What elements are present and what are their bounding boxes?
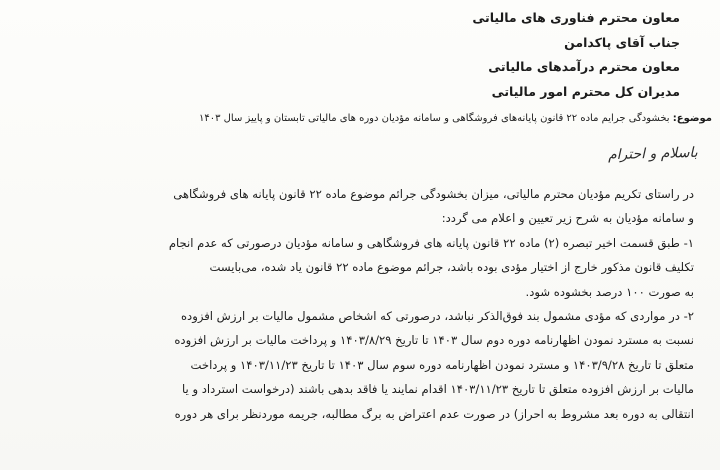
letter-body — [24, 182, 694, 426]
text-line: نسبت به مسترد نمودن اظهارنامه دوره دوم سال ۱۴۰۳ تا تاریخ ۱۴۰۳/۸/۲۹ و پرداخت مالیات بر ارزش افزوده — [174, 333, 694, 348]
text-line: تکلیف قانون مذکور خارج از اختیار مؤدی بوده باشد، جرائم موضوع ماده ۲۲ قانون یاد شده، می‌بایست — [209, 260, 694, 275]
text-line: مالیات بر ارزش افزوده متعلق تا تاریخ ۱۴۰۳/۱۱/۲۳ اقدام نمایند یا فاقد بدهی باشند (درخواست استرداد و یا — [182, 382, 694, 397]
greeting: باسلام و احترام — [608, 144, 699, 164]
text-line: ۲- در مواردی که مؤدی مشمول بند فوق‌الذکر نباشد، درصورتی که اشخاص مشمول مالیات بر ارزش افزوده — [180, 309, 694, 324]
paragraph-intro — [24, 182, 694, 231]
recipients-block — [472, 6, 680, 104]
text-line: ۱- طبق قسمت اخیر تبصره (۲) ماده ۲۲ قانون پایانه های فروشگاهی و سامانه مؤدیان درصورتی که عدم انجام — [168, 235, 694, 250]
recipient-line: جناب آقای پاکدامن — [564, 34, 680, 50]
paragraph-clause-2 — [24, 304, 694, 426]
text-line: در راستای تکریم مؤدیان محترم مالیاتی، میزان بخشودگی جرائم موضوع ماده ۲۲ قانون پایانه های فروشگاهی — [173, 187, 694, 201]
text-line: به صورت ۱۰۰ درصد بخشوده شود. — [525, 284, 694, 299]
paragraph-clause-1 — [24, 231, 694, 304]
recipient-line: معاون محترم درآمدهای مالیاتی — [488, 59, 680, 74]
subject-text: بخشودگی جرایم ماده ۲۲ قانون پایانه‌های فروشگاهی و سامانه مؤدیان دوره های مالیاتی تابستان و پاییز سال ۱۴۰۳ — [198, 113, 670, 124]
text-line: انتقالی به دوره بعد مشروط به احراز) در صورت عدم اعتراض به برگ مطالبه، جریمه موردنظر برای هر دوره — [174, 406, 694, 421]
recipient-line: مدیران کل محترم امور مالیاتی — [491, 83, 680, 99]
text-line: متعلق تا تاریخ ۱۴۰۳/۹/۲۸ و مسترد نمودن اظهارنامه دوره سوم سال ۱۴۰۳ تا تاریخ ۱۴۰۳/۱۱/۲۳ و پرداخت — [190, 357, 694, 372]
subject-line — [8, 111, 712, 127]
subject-label: موضوع: — [672, 113, 712, 124]
recipient-line: معاون محترم فناوری های مالیاتی — [472, 10, 680, 25]
text-line: و سامانه مؤدیان به شرح زیر تعیین و اعلام می گردد: — [441, 211, 694, 226]
